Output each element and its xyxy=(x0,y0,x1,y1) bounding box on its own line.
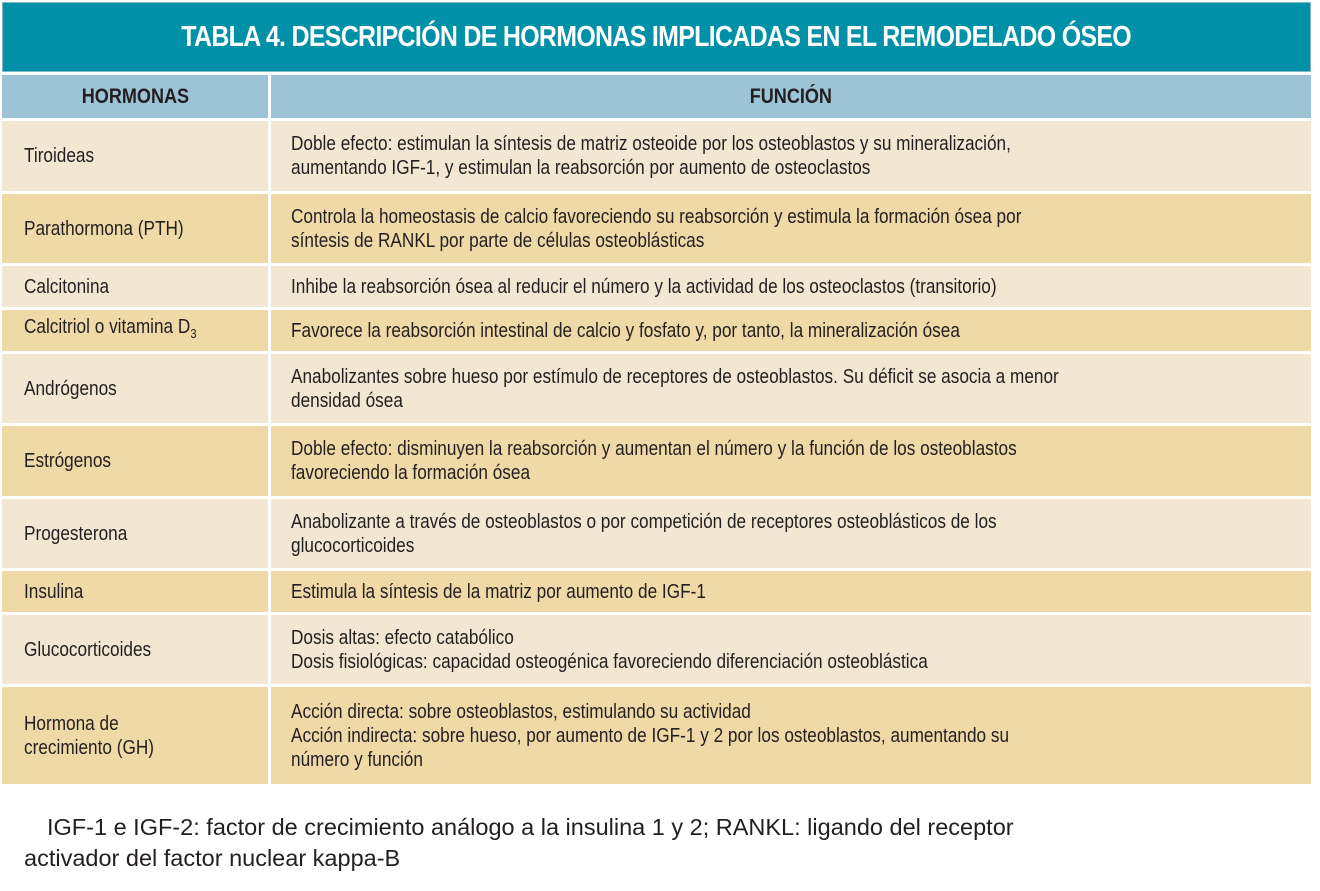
table-row xyxy=(2,118,1311,191)
table-row xyxy=(2,423,1311,496)
function-cell: Anabolizantes sobre hueso por estímulo de receptores de osteoblastos. Su déficit se asocia a menor densidad ósea xyxy=(268,351,1311,423)
column-header-hormonas: HORMONAS xyxy=(2,72,268,118)
table-row xyxy=(2,307,1311,351)
table-row xyxy=(2,568,1311,612)
hormone-cell: Calcitonina xyxy=(2,263,268,307)
function-cell: Anabolizante a través de osteoblastos o por competición de receptores osteoblásticos de los glucocorticoides xyxy=(268,496,1311,568)
hormone-cell: Progesterona xyxy=(2,496,268,568)
function-cell: Controla la homeostasis de calcio favoreciendo su reabsorción y estimula la formación ósea por síntesis de RANKL por parte de células osteoblásticas xyxy=(268,191,1311,263)
hormone-cell: Hormona de crecimiento (GH) xyxy=(2,684,268,784)
table-title-bar xyxy=(2,2,1311,72)
function-cell: Inhibe la reabsorción ósea al reducir el número y la actividad de los osteoclastos (transitorio) xyxy=(268,263,1311,307)
table-row xyxy=(2,191,1311,263)
header-row xyxy=(2,72,1311,118)
hormone-cell: Insulina xyxy=(2,568,268,612)
hormone-cell: Estrógenos xyxy=(2,423,268,496)
hormone-cell: Calcitriol o vitamina $D_3$ xyxy=(2,307,268,351)
function-cell: Doble efecto: estimulan la síntesis de matriz osteoide por los osteoblastos y su mineralización, aumentando IGF-1, y estimulan la reabsorción por aumento de osteoclastos xyxy=(268,118,1311,191)
function-cell: Estimula la síntesis de la matriz por aumento de IGF-1 xyxy=(268,568,1311,612)
table-row xyxy=(2,684,1311,784)
hormone-table xyxy=(2,2,1311,784)
hormone-cell: Tiroideas xyxy=(2,118,268,191)
table-row xyxy=(2,263,1311,307)
function-cell: Dosis altas: efecto catabólico Dosis fisiológicas: capacidad osteogénica favoreciendo diferenciación osteoblástica xyxy=(268,612,1311,684)
table-title: TABLA 4. DESCRIPCIÓN DE HORMONAS IMPLICADAS EN EL REMODELADO ÓSEO xyxy=(181,20,1132,53)
table-body xyxy=(2,72,1311,784)
table-row xyxy=(2,496,1311,568)
hormone-cell: Andrógenos xyxy=(2,351,268,423)
hormone-cell: Glucocorticoides xyxy=(2,612,268,684)
table-row xyxy=(2,612,1311,684)
column-header-funcion: FUNCIÓN xyxy=(268,72,1311,118)
table-footnote: IGF-1 e IGF-2: factor de crecimiento análogo a la insulina 1 y 2; RANKL: ligando del receptor activador del factor nuclear kappa-B xyxy=(24,814,1014,871)
function-cell: Favorece la reabsorción intestinal de calcio y fosfato y, por tanto, la mineralización ósea xyxy=(268,307,1311,351)
function-cell: Acción directa: sobre osteoblastos, estimulando su actividad Acción indirecta: sobre hueso, por aumento de IGF-1 y 2 por los osteoblastos, aumentando su número y función xyxy=(268,684,1311,784)
hormone-cell: Parathormona (PTH) xyxy=(2,191,268,263)
function-cell: Doble efecto: disminuyen la reabsorción y aumentan el número y la función de los osteoblastos favoreciendo la formación ósea xyxy=(268,423,1311,496)
table-row xyxy=(2,351,1311,423)
